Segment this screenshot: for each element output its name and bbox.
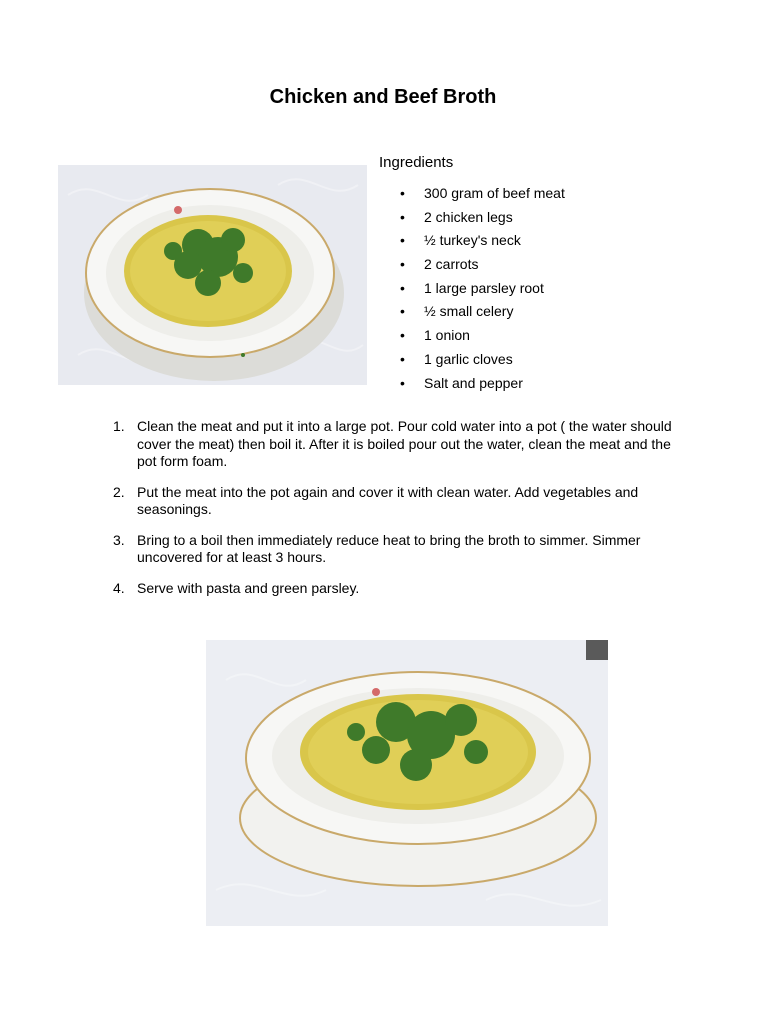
instructions-list (113, 418, 693, 610)
bullet-icon: • (400, 232, 405, 249)
ingredient-item: • ½ small celery (400, 303, 514, 320)
bullet-icon: • (400, 327, 405, 344)
ingredient-item: • 1 onion (400, 327, 470, 344)
ingredient-item: • 300 gram of beef meat (400, 185, 565, 201)
step-number: 2. (113, 483, 125, 500)
instruction-step (113, 580, 693, 598)
step-text: Bring to a boil then immediately reduce heat to bring the broth to simmer. Simmer uncovered for at least 3 hours. (137, 531, 641, 565)
ingredient-item: • Salt and pepper (400, 374, 523, 391)
step-number: 3. (113, 531, 125, 548)
soup-photo-top (58, 165, 367, 385)
ingredient-item: • ½ turkey's neck (400, 232, 521, 249)
bullet-icon: • (400, 256, 405, 273)
ingredient-item: • 1 garlic cloves (400, 350, 513, 367)
ingredients-heading: Ingredients (379, 154, 454, 171)
bullet-icon: • (400, 350, 405, 367)
step-number: 1. (113, 418, 125, 434)
instruction-step (113, 484, 693, 519)
ingredient-item: • 2 carrots (400, 256, 479, 273)
step-text: Serve with pasta and green parsley. (137, 579, 360, 596)
bullet-icon: • (400, 208, 405, 225)
ingredient-item: • 2 chicken legs (400, 208, 513, 225)
step-text: Put the meat into the pot again and cover it with clean water. Add vegetables and seasonings. (137, 483, 639, 517)
step-number: 4. (113, 579, 125, 596)
bullet-icon: • (400, 374, 405, 391)
bullet-icon: • (400, 303, 405, 320)
step-text: Clean the meat and put it into a large pot. Pour cold water into a pot ( the water should cover the meat) then boil it. After it is boiled pour out the water, clean the meat and the pot form foam. (137, 418, 672, 469)
ingredient-item: • 1 large parsley root (400, 279, 544, 296)
bullet-icon: • (400, 279, 405, 296)
instruction-step (113, 532, 693, 567)
instruction-step (113, 418, 693, 471)
bullet-icon: • (400, 185, 405, 201)
ingredients-list (400, 185, 565, 398)
page-title: Chicken and Beef Broth (269, 86, 497, 108)
soup-photo-bottom (206, 640, 608, 926)
